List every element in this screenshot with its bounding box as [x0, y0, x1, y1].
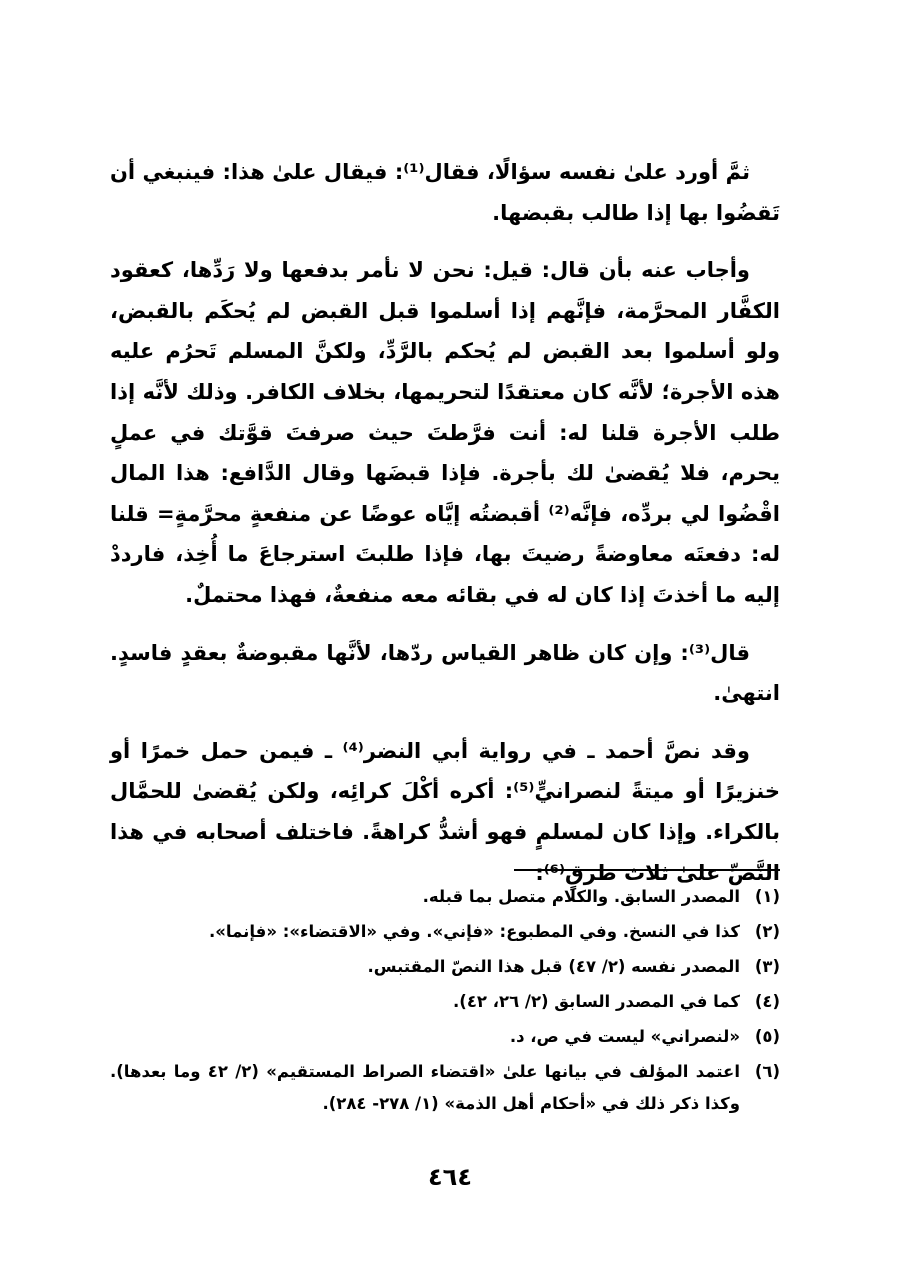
footnote	[110, 881, 780, 913]
paragraph: وأجاب عنه بأن قال: قيل: نحن لا نأمر بدفعها ولا رَدِّها، كعقود الكفَّار المحرَّمة، فإنَّهم إذا أسلموا قبل القبض لم يُحكَم بالقبض، ولو أسلموا بعد القبض لم يُحكم بالرَّدِّ، ولكنَّ المسلم تَحرُم عليه هذه الأجرة؛ لأنَّه كان معتقدًا لتحريمها، بخلاف الكافر. وذلك لأنَّه إذا طلب الأجرة قلنا له: أنت فرَّطتَ حيث صرفتَ قوَّتك في عملٍ يحرم، فلا يُقضىٰ لك بأجرة. فإذا قبضَها وقال الدَّافع: هذا المال اقْضُوا لي بردِّه، فإنَّه⁽²⁾ أقبضتُه إيَّاه عوضًا عن منفعةٍ محرَّمةٍ= قلنا له: دفعتَه معاوضةً رضيتَ بها، فإذا طلبتَ استرجاعَ ما أُخِذ، فارددْ إليه ما أخذتَ إذا كان له في بقائه معه منفعةٌ، فهذا محتملٌ.	[110, 258, 781, 607]
paragraph: قال⁽³⁾: وإن كان ظاهر القياس ردّها، لأنَّها مقبوضةٌ بعقدٍ فاسدٍ. انتهىٰ.	[110, 640, 780, 706]
footnote	[110, 916, 780, 948]
footnote-text: اعتمد المؤلف في بيانها علىٰ «اقتضاء الصراط المستقيم» (٢/ ٤٢ وما بعدها). وكذا ذكر ذلك في «أحكام أهل الذمة» (١/ ٢٧٨- ٢٨٤).	[110, 1062, 740, 1113]
footnote-number: (٥)	[754, 1027, 780, 1046]
footnote	[110, 1056, 780, 1120]
footnote-number: (٣)	[754, 957, 780, 976]
footnote-text: كما في المصدر السابق (٢/ ٢٦، ٤٢).	[453, 992, 740, 1011]
main-text	[110, 152, 780, 910]
footnote-number: (١)	[754, 887, 780, 906]
paragraph: ثمَّ أورد علىٰ نفسه سؤالًا، فقال⁽¹⁾: فيقال علىٰ هذا: فينبغي أن تَقضُوا بها إذا طالب بقبضها.	[110, 160, 780, 225]
footnotes	[110, 881, 780, 1123]
footnote	[110, 1021, 780, 1053]
paragraph: وقد نصَّ أحمد ـ في رواية أبي النضر⁽⁴⁾ ـ فيمن حمل خمرًا أو خنزيرًا أو ميتةً لنصرانيٍّ⁽⁵⁾: أكره أكْلَ كرائِه، ولكن يُقضىٰ للحمَّال بالكراء. وإذا كان لمسلمٍ فهو أشدُّ كراهةً. فاختلف أصحابه في هذا النَّصِّ علىٰ ثلاث طرقٍ⁽⁶⁾:	[110, 738, 780, 885]
footnote-text: المصدر السابق. والكلام متصل بما قبله.	[422, 887, 740, 906]
footnote-text: المصدر نفسه (٢/ ٤٧) قبل هذا النصّ المقتبس.	[367, 957, 740, 976]
footnote-divider	[514, 869, 780, 871]
footnote-number: (٦)	[754, 1062, 780, 1081]
footnote-number: (٤)	[754, 992, 780, 1011]
page-number: ٤٦٤	[428, 1163, 472, 1191]
footnote-text: «لنصراني» ليست في ص، د.	[509, 1027, 740, 1046]
footnote-text: كذا في النسخ. وفي المطبوع: «فإني». وفي «الاقتضاء»: «فإنما».	[208, 922, 740, 941]
footnote	[110, 951, 780, 983]
footnote	[110, 986, 780, 1018]
footnote-number: (٢)	[754, 922, 780, 941]
